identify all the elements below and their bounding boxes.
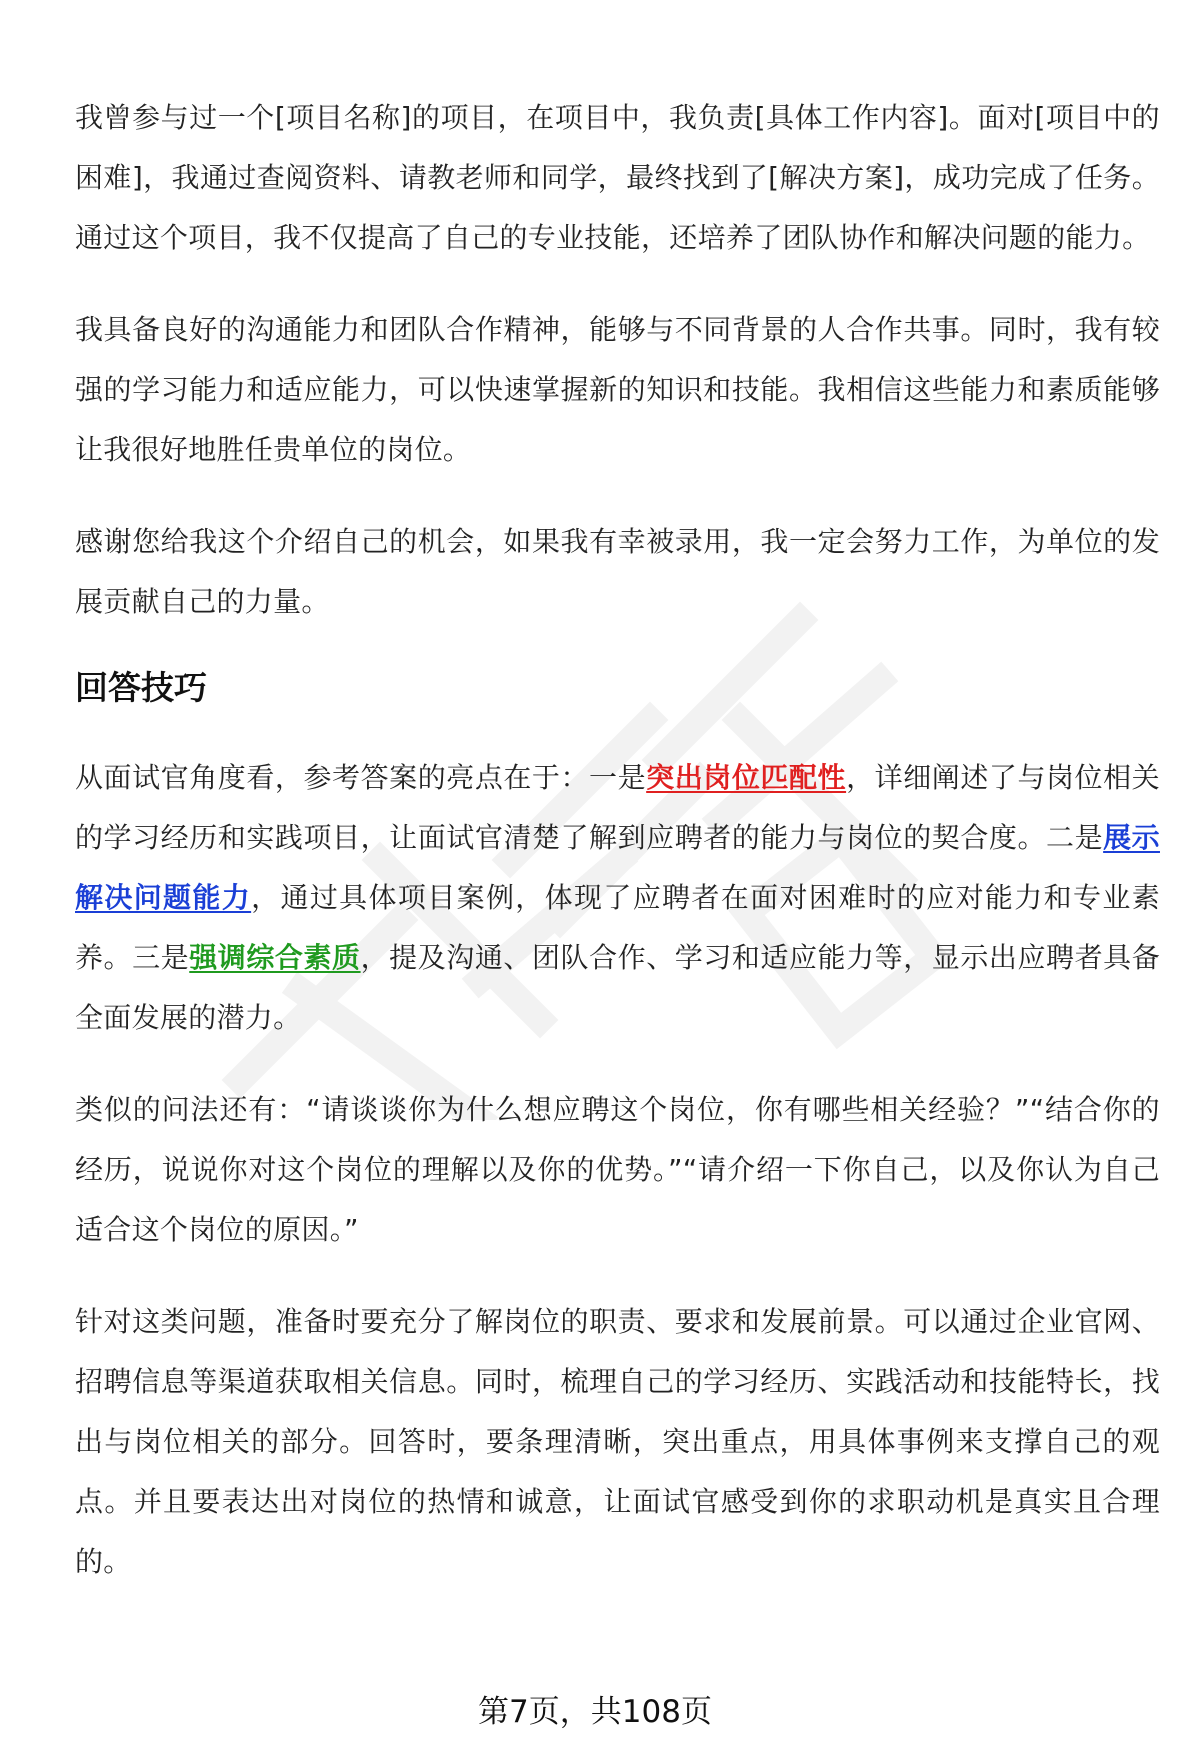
highlight-job-match: 突出岗位匹配性 — [646, 761, 847, 794]
page-number-footer: 第7页，共108页 — [478, 1694, 712, 1730]
tips-text: ，详细阐述了与岗位相关的学习经历和实践项目，让面试官清楚了解到应聘者的能力与岗位的契合度。二是 — [75, 761, 1160, 854]
body-paragraph: 针对这类问题，准备时要充分了解岗位的职责、要求和发展前景。可以通过企业官网、招聘信息等渠道获取相关信息。同时，梳理自己的学习经历、实践活动和技能特长，找出与岗位相关的部分。回答时，要条理清晰，突出重点，用具体事例来支撑自己的观点。并且要表达出对岗位的热情和诚意，让面试官感受到你的求职动机是真实且合理的。 — [75, 1305, 1160, 1578]
body-paragraph: 我具备良好的沟通能力和团队合作精神，能够与不同背景的人合作共事。同时，我有较强的学习能力和适应能力，可以快速掌握新的知识和技能。我相信这些能力和素质能够让我很好地胜任贵单位的岗位。 — [75, 313, 1160, 466]
body-paragraph: 感谢您给我这个介绍自己的机会，如果我有幸被录用，我一定会努力工作，为单位的发展贡献自己的力量。 — [75, 525, 1160, 618]
tips-text: ，通过具体项目案例，体现了应聘者在面对困难时的应对能力和专业素养。三是 — [75, 881, 1160, 974]
highlight-overall-quality: 强调综合素质 — [189, 941, 361, 974]
section-heading: 回答技巧 — [75, 668, 207, 707]
document-body — [75, 88, 1160, 1624]
tips-text: 从面试官角度看，参考答案的亮点在于：一是 — [75, 761, 647, 794]
body-paragraph: 我曾参与过一个[项目名称]的项目，在项目中，我负责[具体工作内容]。面对[项目中的困难]，我通过查阅资料、请教老师和同学，最终找到了[解决方案]，成功完成了任务。通过这个项目，我不仅提高了自己的专业技能，还培养了团队协作和解决问题的能力。 — [75, 101, 1160, 254]
highlight-problem-solving: 展示解决问题能力 — [75, 821, 1160, 914]
tips-text: ，提及沟通、团队合作、学习和适应能力等，显示出应聘者具备全面发展的潜力。 — [75, 941, 1161, 1034]
body-paragraph: 类似的问法还有：“请谈谈你为什么想应聘这个岗位，你有哪些相关经验？”“结合你的经历，说说你对这个岗位的理解以及你的优势。”“请介绍一下你自己，以及你认为自己适合这个岗位的原因。” — [75, 1093, 1160, 1246]
tips-paragraph — [75, 748, 1160, 1048]
